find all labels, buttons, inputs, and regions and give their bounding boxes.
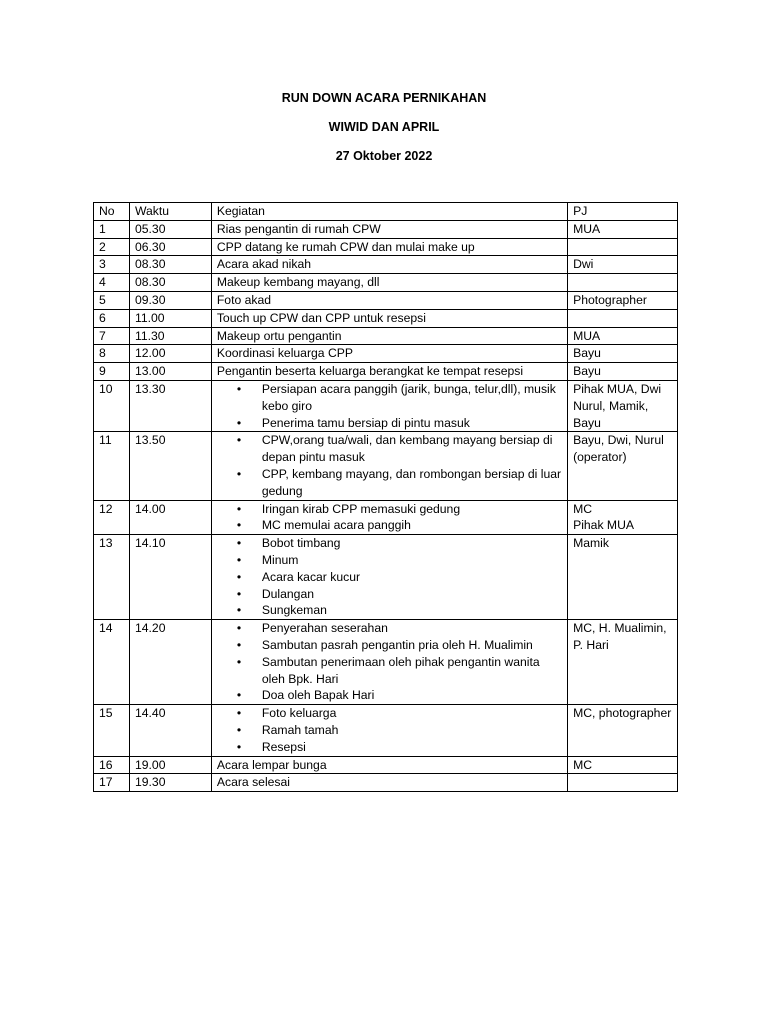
row-activity: CPP datang ke rumah CPW dan mulai make up [211, 238, 567, 256]
activity-item: • CPP, kembang mayang, dan rombongan bersiap di luar gedung [262, 466, 562, 500]
row-pj: Pihak MUA, Dwi Nurul, Mamik, Bayu [568, 380, 678, 431]
activity-item: • Persiapan acara panggih (jarik, bunga, telur,dll), musik kebo giro [262, 381, 562, 415]
event-date: 27 Oktober 2022 [335, 149, 433, 163]
row-number: 6 [94, 309, 130, 327]
row-pj: Mamik [568, 535, 678, 620]
document-title: RUN DOWN ACARA PERNIKAHAN [281, 91, 487, 105]
row-time: 13.00 [129, 363, 211, 381]
row-time: 08.30 [129, 274, 211, 292]
table-row [94, 327, 678, 345]
table-header-row [94, 203, 678, 221]
row-pj: MC Pihak MUA [568, 500, 678, 535]
row-activity: Acara lempar bunga [211, 756, 567, 774]
row-number: 10 [94, 380, 130, 431]
column-header-no: No [94, 203, 130, 221]
row-time: 19.00 [129, 756, 211, 774]
row-activity: Pengantin beserta keluarga berangkat ke tempat resepsi [211, 363, 567, 381]
activity-item: • Resepsi [262, 739, 562, 756]
row-activity: Acara selesai [211, 774, 567, 792]
column-header-time: Waktu [129, 203, 211, 221]
table-row [94, 432, 678, 500]
row-number: 5 [94, 291, 130, 309]
table-row [94, 220, 678, 238]
table-row [94, 238, 678, 256]
activity-list [217, 432, 562, 499]
row-number: 8 [94, 345, 130, 363]
table-row [94, 500, 678, 535]
row-time: 12.00 [129, 345, 211, 363]
row-number: 7 [94, 327, 130, 345]
activity-item: • Penyerahan seserahan [262, 620, 562, 637]
row-number: 2 [94, 238, 130, 256]
table-body [94, 220, 678, 791]
row-number: 12 [94, 500, 130, 535]
activity-list [217, 620, 562, 704]
row-time: 05.30 [129, 220, 211, 238]
activity-item: • Minum [262, 552, 562, 569]
row-pj: Dwi [568, 256, 678, 274]
row-time: 13.30 [129, 380, 211, 431]
activity-list [217, 705, 562, 755]
activity-item: • Bobot timbang [262, 535, 562, 552]
row-time: 14.20 [129, 620, 211, 705]
row-activity [211, 705, 567, 756]
row-time: 06.30 [129, 238, 211, 256]
table-row [94, 774, 678, 792]
row-pj: MC, photographer [568, 705, 678, 756]
table-row [94, 256, 678, 274]
row-activity: Acara akad nikah [211, 256, 567, 274]
row-activity [211, 500, 567, 535]
row-activity: Rias pengantin di rumah CPW [211, 220, 567, 238]
row-activity [211, 380, 567, 431]
row-time: 14.10 [129, 535, 211, 620]
table-row [94, 705, 678, 756]
row-number: 16 [94, 756, 130, 774]
row-pj [568, 774, 678, 792]
row-pj: Photographer [568, 291, 678, 309]
row-activity: Koordinasi keluarga CPP [211, 345, 567, 363]
row-pj: Bayu [568, 345, 678, 363]
row-pj: MUA [568, 220, 678, 238]
table-row [94, 345, 678, 363]
row-number: 11 [94, 432, 130, 500]
row-number: 17 [94, 774, 130, 792]
row-pj: MUA [568, 327, 678, 345]
activity-item: • Doa oleh Bapak Hari [262, 687, 562, 704]
activity-item: • CPW,orang tua/wali, dan kembang mayang bersiap di depan pintu masuk [262, 432, 562, 466]
activity-item: • MC memulai acara panggih [262, 517, 562, 534]
row-pj: Bayu, Dwi, Nurul (operator) [568, 432, 678, 500]
rundown-table [93, 202, 678, 792]
row-time: 11.30 [129, 327, 211, 345]
table-row [94, 756, 678, 774]
table-row [94, 274, 678, 292]
row-number: 13 [94, 535, 130, 620]
activity-list [217, 535, 562, 619]
row-activity: Touch up CPW dan CPP untuk resepsi [211, 309, 567, 327]
activity-item: • Ramah tamah [262, 722, 562, 739]
column-header-activity: Kegiatan [211, 203, 567, 221]
row-activity [211, 432, 567, 500]
table-row [94, 535, 678, 620]
row-time: 11.00 [129, 309, 211, 327]
document-header [0, 88, 768, 175]
row-activity [211, 535, 567, 620]
row-number: 14 [94, 620, 130, 705]
row-pj: MC, H. Mualimin, P. Hari [568, 620, 678, 705]
row-pj: Bayu [568, 363, 678, 381]
activity-item: • Acara kacar kucur [262, 569, 562, 586]
row-pj: MC [568, 756, 678, 774]
activity-item: • Iringan kirab CPP memasuki gedung [262, 501, 562, 518]
activity-item: • Sungkeman [262, 602, 562, 619]
activity-item: • Sambutan pasrah pengantin pria oleh H. Mualimin [262, 637, 562, 654]
row-number: 15 [94, 705, 130, 756]
row-time: 14.40 [129, 705, 211, 756]
column-header-pj: PJ [568, 203, 678, 221]
row-activity: Makeup kembang mayang, dll [211, 274, 567, 292]
activity-item: • Dulangan [262, 586, 562, 603]
row-number: 9 [94, 363, 130, 381]
row-activity: Foto akad [211, 291, 567, 309]
row-pj [568, 238, 678, 256]
activity-list [217, 501, 562, 535]
row-number: 4 [94, 274, 130, 292]
table-row [94, 380, 678, 431]
couple-names: WIWID DAN APRIL [328, 120, 440, 134]
row-time: 08.30 [129, 256, 211, 274]
row-time: 09.30 [129, 291, 211, 309]
row-number: 1 [94, 220, 130, 238]
table-row [94, 291, 678, 309]
row-pj [568, 274, 678, 292]
activity-item: • Sambutan penerimaan oleh pihak pengantin wanita oleh Bpk. Hari [262, 654, 562, 688]
row-activity: Makeup ortu pengantin [211, 327, 567, 345]
table-row [94, 620, 678, 705]
row-time: 19.30 [129, 774, 211, 792]
row-time: 14.00 [129, 500, 211, 535]
row-activity [211, 620, 567, 705]
activity-item: • Foto keluarga [262, 705, 562, 722]
row-pj [568, 309, 678, 327]
table-row [94, 363, 678, 381]
table-row [94, 309, 678, 327]
activity-list [217, 381, 562, 431]
activity-item: • Penerima tamu bersiap di pintu masuk [262, 415, 562, 432]
row-number: 3 [94, 256, 130, 274]
row-time: 13.50 [129, 432, 211, 500]
